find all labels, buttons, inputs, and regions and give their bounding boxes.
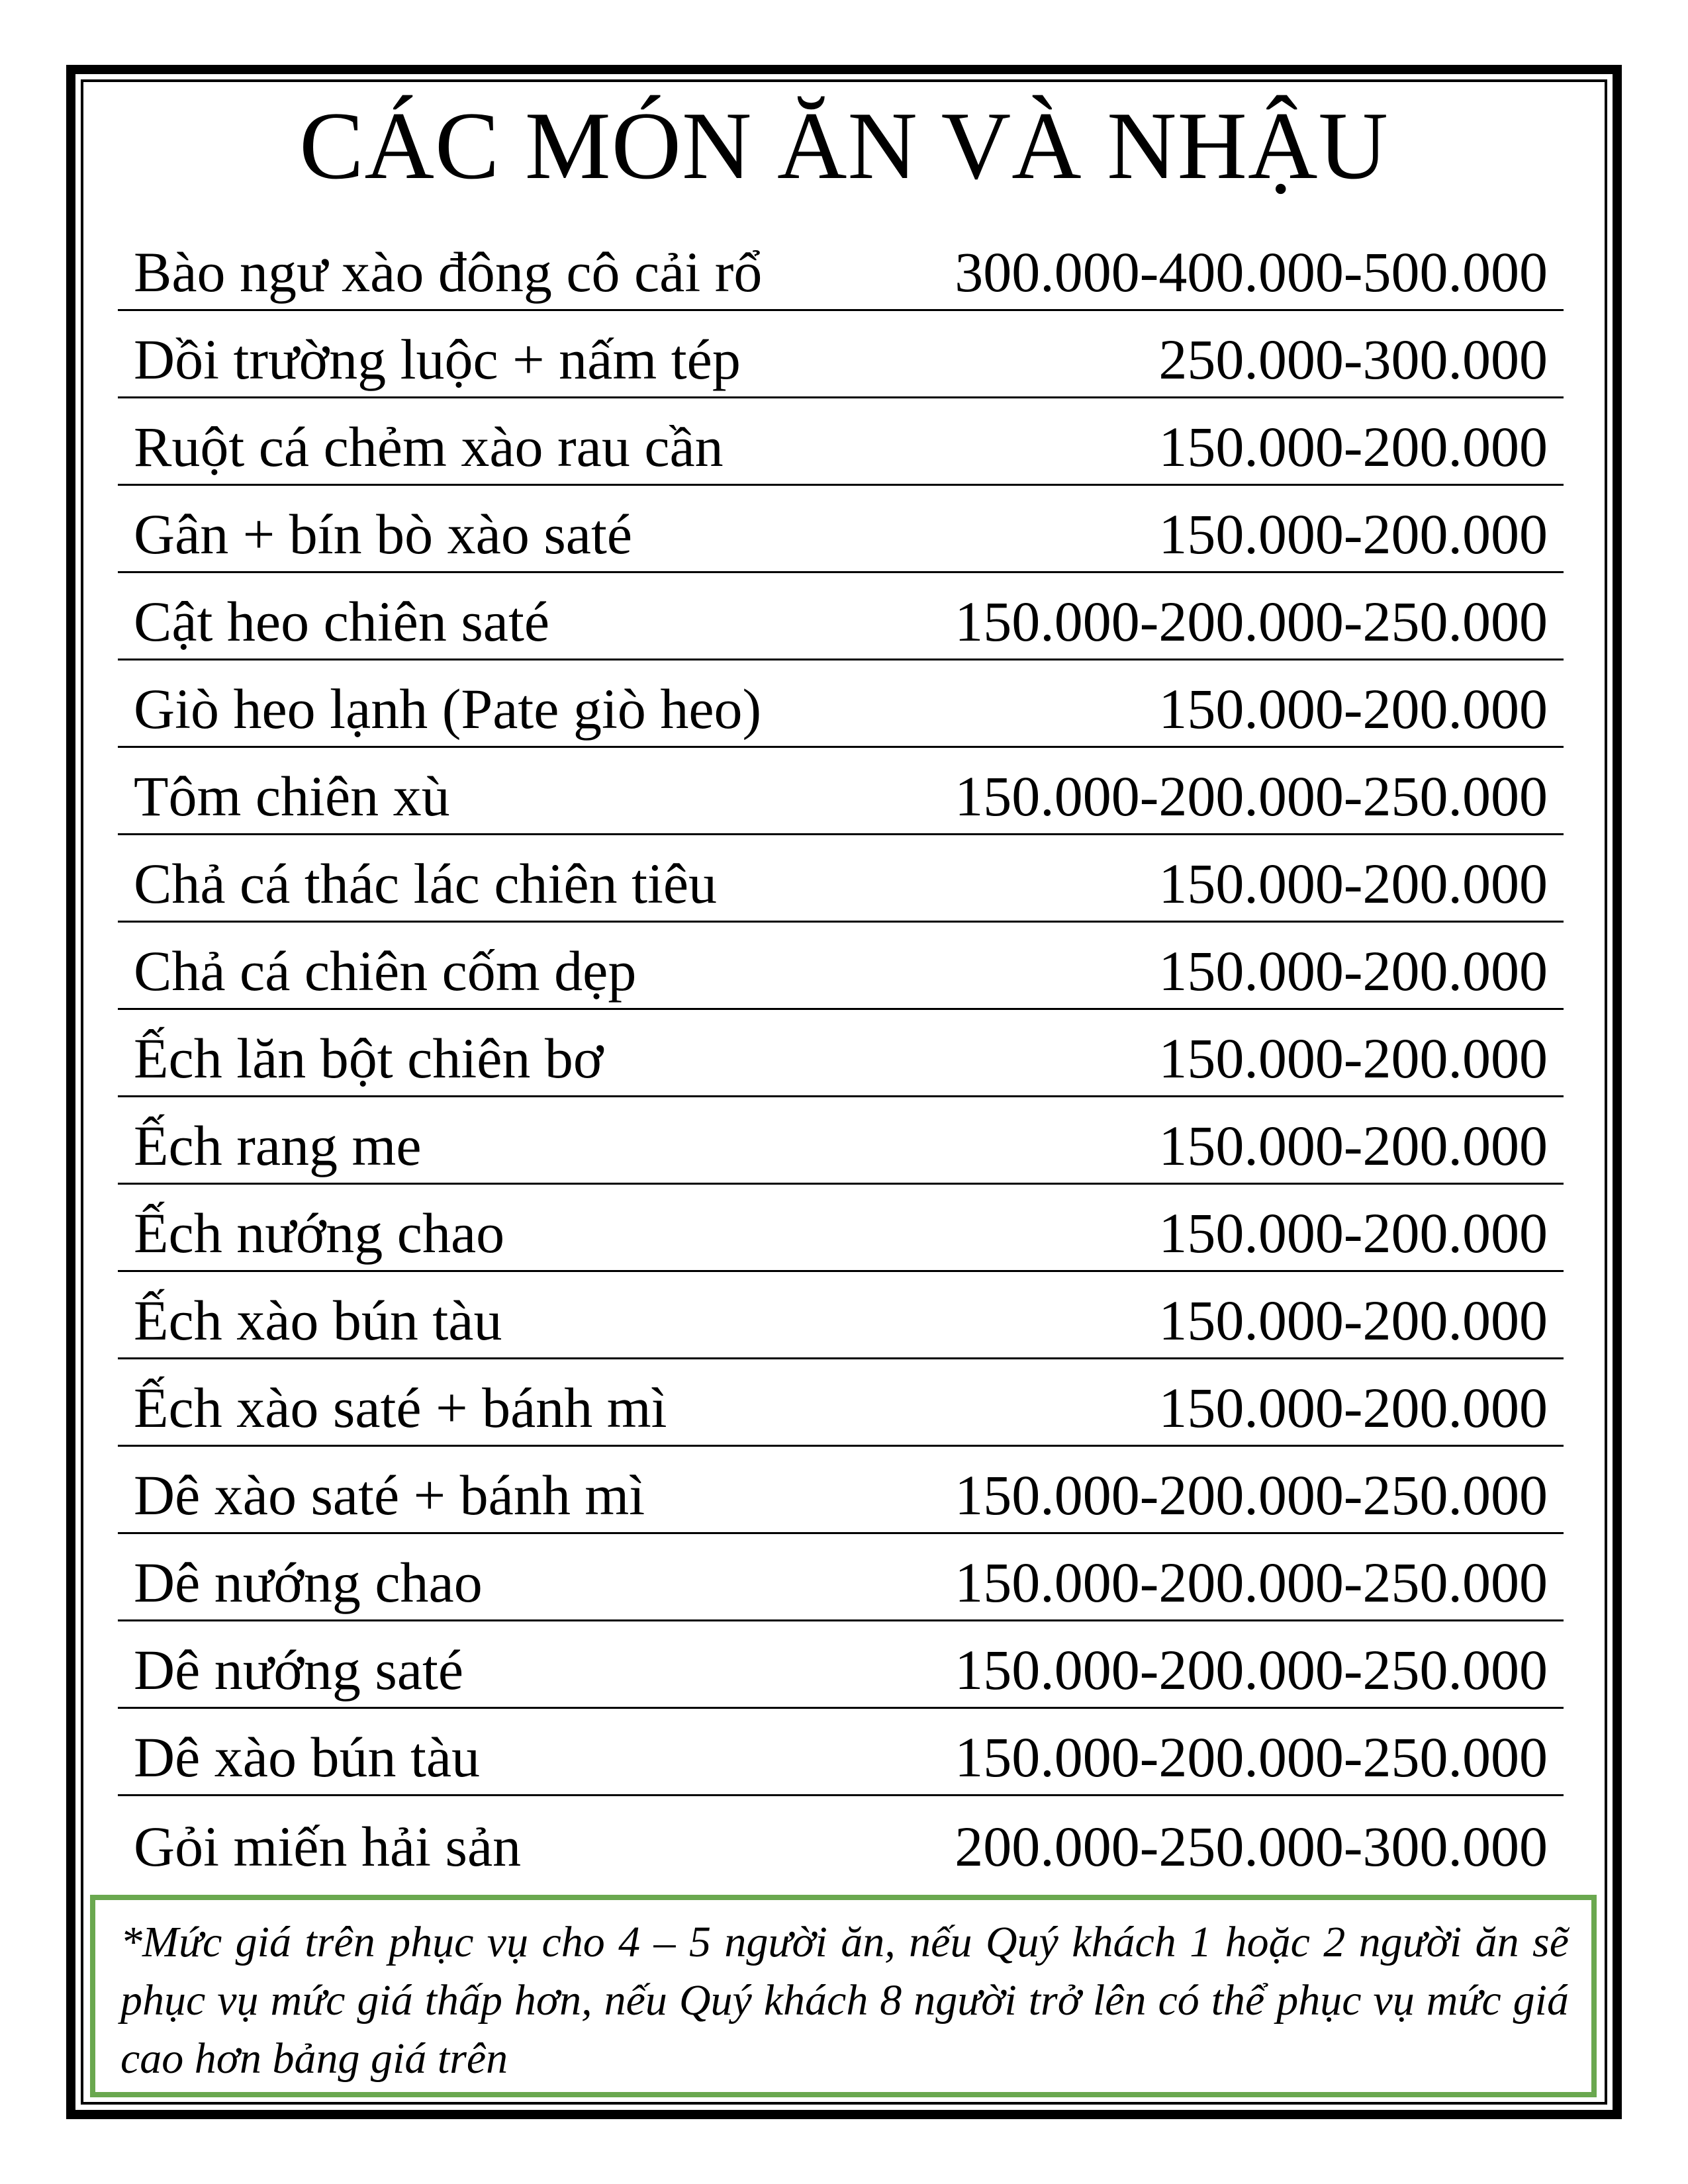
menu-item-price: 150.000-200.000	[1158, 677, 1548, 741]
menu-item-price: 150.000-200.000	[1158, 1289, 1548, 1352]
menu-item-name: Ếch lăn bột chiên bơ	[134, 1026, 604, 1090]
menu-item	[118, 1447, 1564, 1534]
menu-item-name: Dồi trường luộc + nấm tép	[134, 328, 741, 391]
menu-item-price: 200.000-250.000-300.000	[955, 1815, 1548, 1878]
menu-item-price: 150.000-200.000-250.000	[955, 590, 1548, 653]
menu-item-price: 150.000-200.000	[1158, 1201, 1548, 1265]
menu-item	[118, 1621, 1564, 1709]
menu-item-name: Dê nướng chao	[134, 1551, 483, 1614]
menu-item-name: Ếch xào saté + bánh mì	[134, 1376, 667, 1439]
menu-item-name: Chả cá thác lác chiên tiêu	[134, 852, 718, 915]
menu-item	[118, 748, 1564, 835]
menu-item-price: 150.000-200.000-250.000	[955, 1638, 1548, 1702]
menu-item	[118, 224, 1564, 311]
menu-item	[118, 1272, 1564, 1359]
menu-item	[118, 486, 1564, 573]
menu-item-price: 150.000-200.000	[1158, 1114, 1548, 1177]
menu-item-price: 150.000-200.000-250.000	[955, 1725, 1548, 1789]
menu-item-price: 150.000-200.000-250.000	[955, 1463, 1548, 1527]
menu-item-price: 150.000-200.000	[1158, 502, 1548, 566]
menu-item	[118, 1796, 1564, 1884]
menu-item-name: Chả cá chiên cốm dẹp	[134, 939, 637, 1003]
menu-item-name: Bào ngư xào đông cô cải rổ	[134, 240, 763, 304]
menu-item-name: Ếch rang me	[134, 1114, 422, 1177]
menu-item	[118, 398, 1564, 486]
menu-item-name: Ếch xào bún tàu	[134, 1289, 502, 1352]
menu-item-price: 150.000-200.000	[1158, 1376, 1548, 1439]
menu-item-name: Ruột cá chẻm xào rau cần	[134, 415, 724, 478]
menu-item	[118, 1010, 1564, 1097]
menu-item-price: 150.000-200.000-250.000	[955, 764, 1548, 828]
menu-item	[118, 1097, 1564, 1185]
menu-item	[118, 1185, 1564, 1272]
menu-title: CÁC MÓN ĂN VÀ NHẬU	[299, 92, 1389, 199]
menu-item-name: Cật heo chiên saté	[134, 590, 550, 653]
menu-item-name: Dê xào saté + bánh mì	[134, 1463, 645, 1527]
menu-item	[118, 923, 1564, 1010]
menu-item	[118, 1709, 1564, 1796]
menu-item-name: Gỏi miến hải sản	[134, 1815, 522, 1878]
menu-item-name: Tôm chiên xù	[134, 764, 450, 828]
price-note: *Mức giá trên phục vụ cho 4 – 5 người ăn, nếu Quý khách 1 hoặc 2 người ăn sẽ phục vụ mức giá thấp hơn, nếu Quý khách 8 người trở lên có thể phục vụ mức giá cao hơn bảng giá trên	[90, 1895, 1597, 2097]
menu-item	[118, 1359, 1564, 1447]
menu-item	[118, 311, 1564, 398]
menu-item-name: Ếch nướng chao	[134, 1201, 505, 1265]
menu-list	[118, 224, 1564, 1884]
menu-item-name: Dê xào bún tàu	[134, 1725, 481, 1789]
menu-item	[118, 835, 1564, 923]
menu-item-price: 250.000-300.000	[1158, 328, 1548, 391]
menu-item-price: 150.000-200.000-250.000	[955, 1551, 1548, 1614]
menu-item-price: 150.000-200.000	[1158, 852, 1548, 915]
menu-item-price: 300.000-400.000-500.000	[955, 240, 1548, 304]
menu-item	[118, 573, 1564, 660]
menu-item-name: Gân + bín bò xào saté	[134, 502, 633, 566]
menu-item-price: 150.000-200.000	[1158, 1026, 1548, 1090]
menu-item-price: 150.000-200.000	[1158, 939, 1548, 1003]
menu-item-name: Dê nướng saté	[134, 1638, 464, 1702]
menu-item	[118, 1534, 1564, 1621]
menu-item-price: 150.000-200.000	[1158, 415, 1548, 478]
menu-item-name: Giò heo lạnh (Pate giò heo)	[134, 677, 762, 741]
menu-item	[118, 660, 1564, 748]
